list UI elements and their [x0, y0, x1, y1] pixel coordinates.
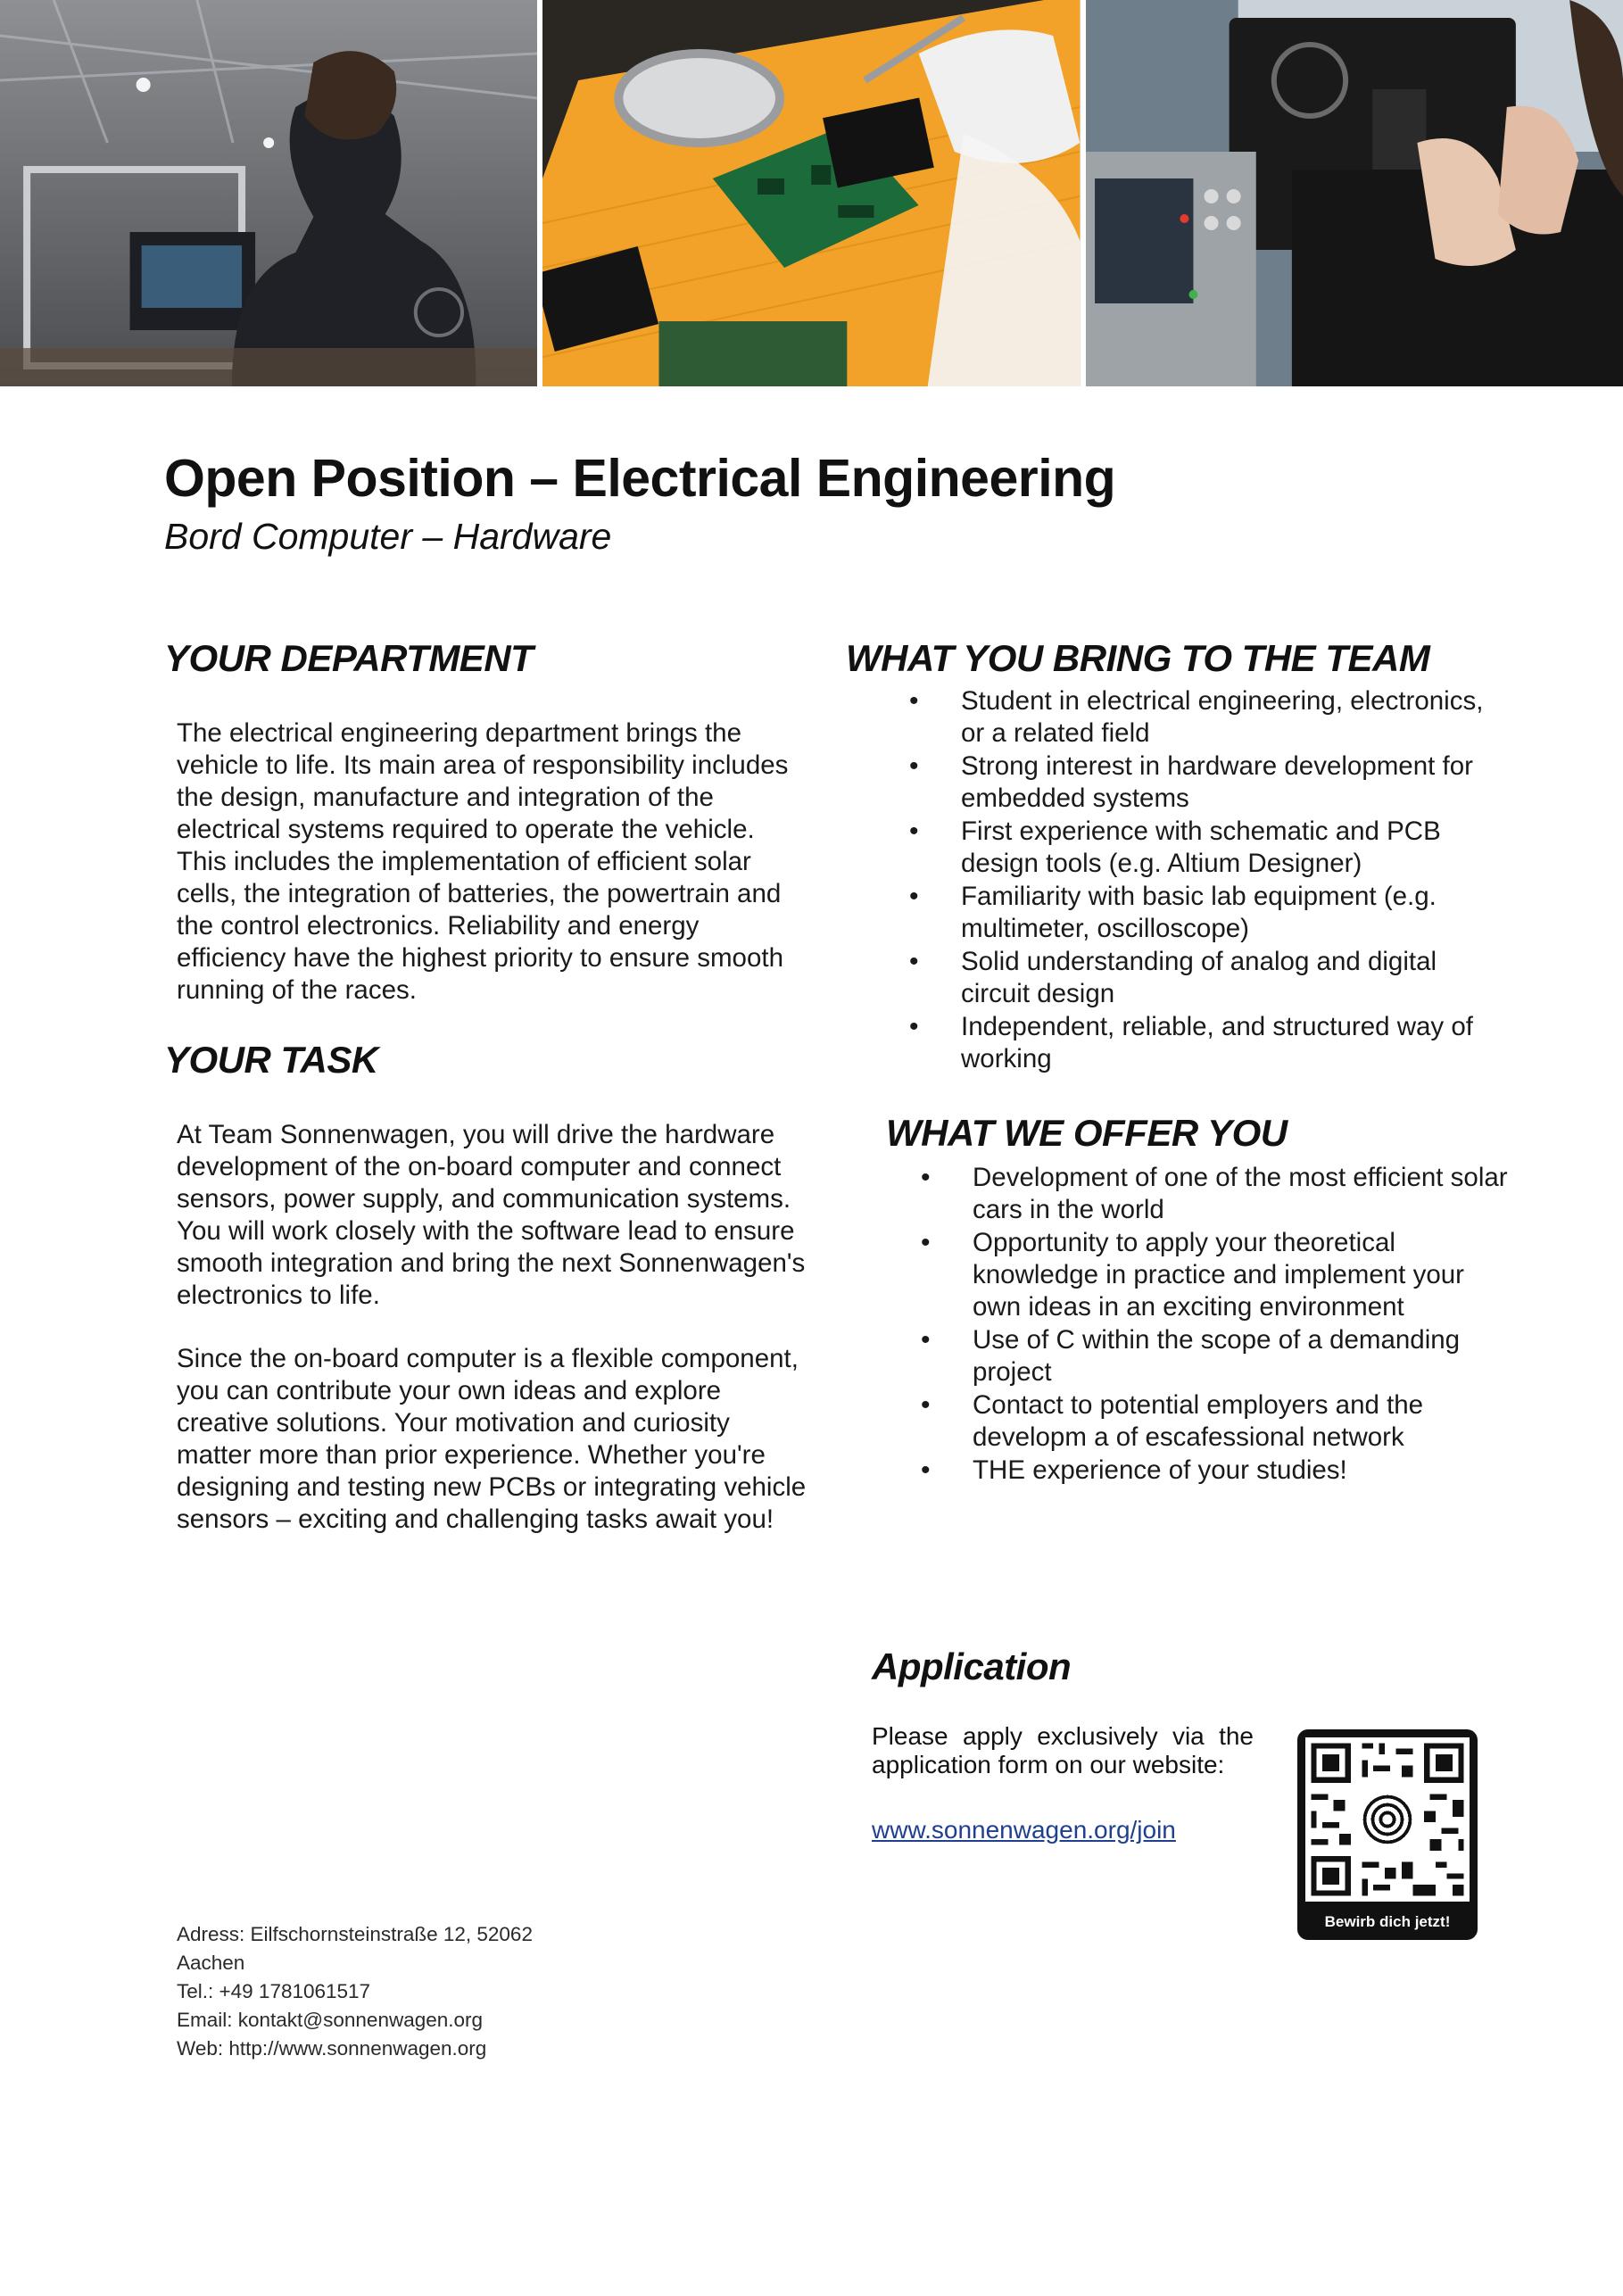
- application-text: Please apply exclusively via the application form on our website:: [872, 1722, 1254, 1778]
- contact-address-block: [177, 1920, 596, 2063]
- list-item: • Familiarity with basic lab equipment (e.g. multimeter, oscilloscope): [961, 881, 1505, 945]
- list-item: • Contact to potential employers and the developm a of escafessional network: [973, 1389, 1508, 1454]
- address-line: Adress: Eilfschornsteinstraße 12, 52062 Aachen: [177, 1923, 533, 1974]
- photo-workshop: [0, 0, 537, 386]
- task-paragraph-2: Since the on-board computer is a flexible component, you can contribute your own ideas and explore creative solutions. Your motivation and curiosity matter more than prior experience. Whether you're designing and testing new PCBs or integrating vehicle sensors – exciting and challenging tasks await you!: [177, 1344, 807, 1534]
- photo-soldering-pcb: [542, 0, 1080, 386]
- list-item: • Opportunity to apply your theoretical knowledge in practice and implement your own ideas in an exciting environment: [973, 1227, 1508, 1323]
- phone-line: Tel.: +49 1781061517: [177, 1980, 371, 2002]
- offer-list: [973, 1162, 1508, 1488]
- department-text: The electrical engineering department brings the vehicle to life. Its main area of responsibility includes the design, manufacture and integration of the electrical systems required to operate the vehicle. This includes the implementation of efficient solar cells, the integration of batteries, the powertrain and the control electronics. Reliability and energy efficiency have the highest priority to ensure smooth running of the races.: [177, 718, 789, 1005]
- task-paragraph-1: At Team Sonnenwagen, you will drive the hardware development of the on-board computer and connect sensors, power supply, and communication systems. You will work closely with the software lead to ensure smooth integration and bring the next Sonnenwagen's electronics to life.: [177, 1120, 806, 1310]
- web-line: Web: http://www.sonnenwagen.org: [177, 2037, 487, 2060]
- offer-heading: WHAT WE OFFER YOU: [886, 1112, 1288, 1154]
- list-item: • Development of one of the most efficient solar cars in the world: [973, 1162, 1508, 1226]
- bring-heading: WHAT YOU BRING TO THE TEAM: [846, 637, 1430, 679]
- header-photo-strip: [0, 0, 1623, 386]
- list-item: • Student in electrical engineering, electronics, or a related field: [961, 685, 1505, 750]
- list-item: • THE experience of your studies!: [973, 1455, 1508, 1487]
- list-item: • Independent, reliable, and structured way of working: [961, 1011, 1505, 1075]
- list-item: • Solid understanding of analog and digital circuit design: [961, 946, 1505, 1010]
- page-title: Open Position – Electrical Engineering: [164, 449, 1116, 508]
- department-heading: YOUR DEPARTMENT: [164, 637, 534, 679]
- application-heading: Application: [872, 1645, 1072, 1687]
- task-heading: YOUR TASK: [164, 1039, 378, 1081]
- email-line: Email: kontakt@sonnenwagen.org: [177, 2009, 484, 2031]
- list-item: • First experience with schematic and PCB design tools (e.g. Altium Designer): [961, 816, 1505, 880]
- qr-code-image: [1305, 1737, 1470, 1902]
- page-subtitle: Bord Computer – Hardware: [164, 516, 612, 557]
- list-item: • Strong interest in hardware development for embedded systems: [961, 750, 1505, 815]
- bring-list: [961, 685, 1505, 1076]
- qr-caption: Bewirb dich jetzt!: [1324, 1913, 1451, 1930]
- photo-test-case: [1086, 0, 1623, 386]
- list-item: • Use of C within the scope of a demanding project: [973, 1324, 1508, 1388]
- qr-code[interactable]: [1297, 1729, 1478, 1940]
- application-link[interactable]: www.sonnenwagen.org/join: [872, 1816, 1176, 1844]
